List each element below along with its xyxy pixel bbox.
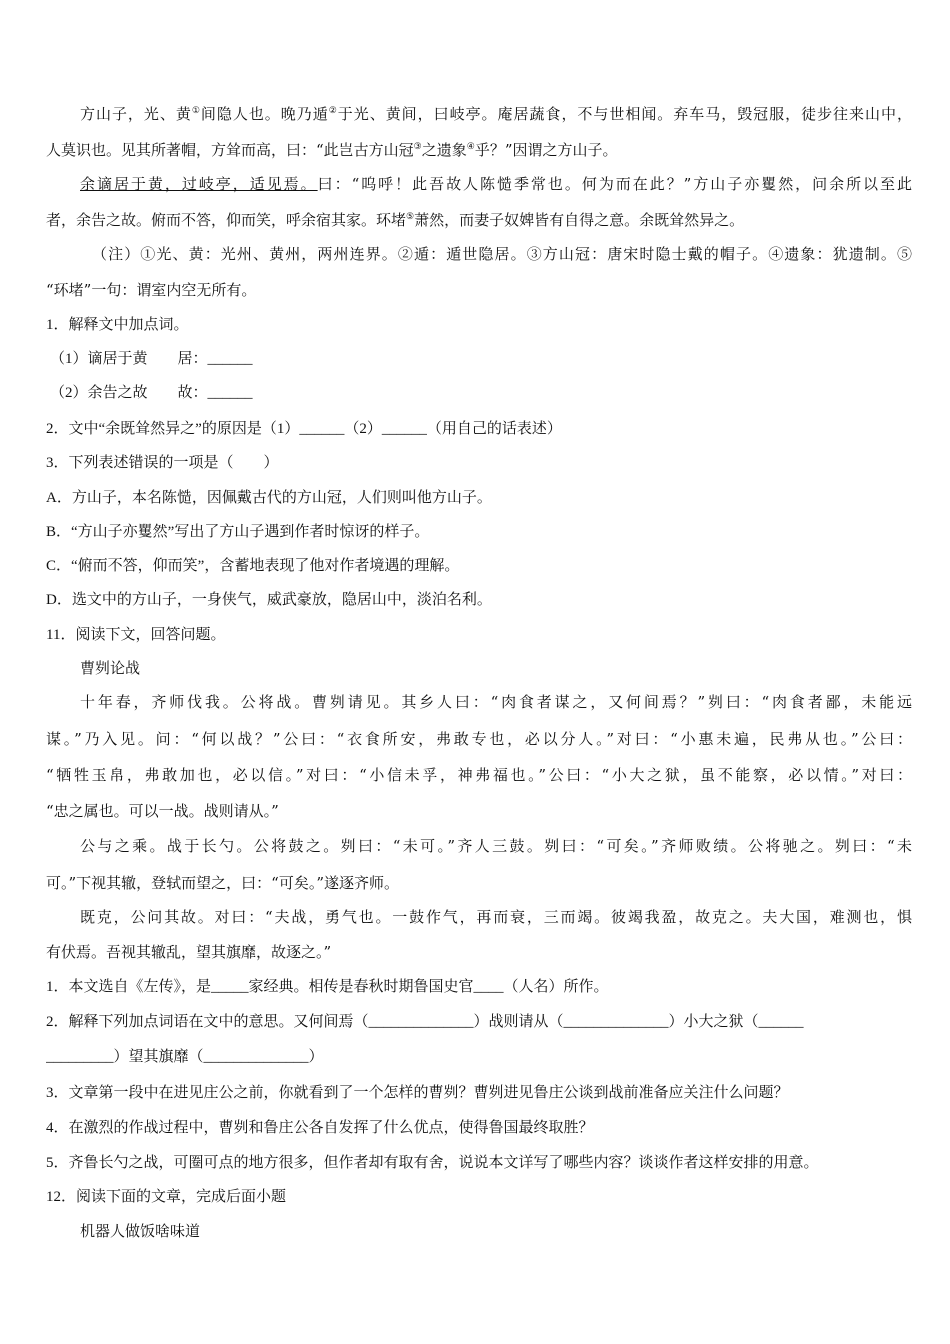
passage-line: “牺牲玉帛，弗敢加也，必以信。”对曰：“小信未孚，神弗福也。”公曰：“小大之狱，虽不能察，必以情。”对曰： xyxy=(46,766,912,784)
passage-line: 既克，公问其故。对曰：“夫战，勇气也。一鼓作气，再而衰，三而竭。彼竭我盈，故克之。夫大国，难测也，惧 xyxy=(80,908,912,926)
underlined-sentence: 余谪居于黄，过岐亭，适见焉。 xyxy=(80,175,318,193)
question-heading: 12．阅读下面的文章，完成后面小题 xyxy=(46,1189,287,1205)
option-b: B．“方山子亦矍然”写出了方山子遇到作者时惊讶的样子。 xyxy=(46,524,430,540)
question-item: （1）谪居于黄 居：______ xyxy=(50,351,253,367)
question: 5．齐鲁长勺之战，可圈可点的地方很多，但作者却有取有舍，说说本文详写了哪些内容？谈谈作者这样安排的用意。 xyxy=(46,1155,819,1171)
question: 1．解释文中加点词。 xyxy=(46,317,189,333)
passage-line: 公与之乘。战于长勺。公将鼓之。刿曰：“未可。”齐人三鼓。刿曰：“可矣。”齐师败绩。公将驰之。刿曰：“未 xyxy=(80,837,912,855)
option-a: A．方山子，本名陈慥，因佩戴古代的方山冠，人们则叫他方山子。 xyxy=(46,490,492,506)
question: 2．解释下列加点词语在文中的意思。又何间焉（______________）战则请从（______________）小大之狱（______ xyxy=(46,1014,804,1030)
text-span: 之遗象 xyxy=(421,141,467,159)
question: 3．文章第一段中在进见庄公之前，你就看到了一个怎样的曹刿？曹刿进见鲁庄公谈到战前准备应关注什么问题？ xyxy=(46,1085,789,1101)
passage-line: 可。”下视其辙，登轼而望之，曰：“可矣。”遂逐齐师。 xyxy=(46,874,400,892)
note-line: “环堵”一句：谓室内空无所有。 xyxy=(46,281,257,299)
text-span: 间隐人也。晚乃遁 xyxy=(200,105,329,123)
passage-line xyxy=(46,210,912,230)
text-span: 方山子，光、黄 xyxy=(80,105,192,123)
footnote-mark: ① xyxy=(191,106,201,116)
question: _________）望其旗靡（______________） xyxy=(46,1049,324,1065)
footnote-mark: ③ xyxy=(413,142,422,152)
text-span: 乎？”因谓之方山子。 xyxy=(474,141,618,159)
question-item: （2）余告之故 故：______ xyxy=(50,385,253,401)
text-span: 曰：“呜呼！此吾故人陈慥季常也。何为而在此？”方山子亦矍然，问余所以至此 xyxy=(317,175,912,193)
option-d: D．选文中的方山子，一身侠气，威武豪放，隐居山中，淡泊名利。 xyxy=(46,592,492,608)
footnote-mark: ④ xyxy=(466,142,475,152)
question: 1．本文选自《左传》，是_____家经典。相传是春秋时期鲁国史官____（人名）所作。 xyxy=(46,979,609,995)
passage-line: 谋。”乃入见。问：“何以战？”公曰：“衣食所安，弗敢专也，必以分人。”对曰：“小惠未遍，民弗从也。”公曰： xyxy=(46,730,912,748)
passage-line: 有伏焉。吾视其辙乱，望其旗靡，故逐之。” xyxy=(46,943,332,961)
text-span: 人莫识也。见其所著帽，方耸而高，曰：“此岂古方山冠 xyxy=(46,141,414,159)
question: 2．文中“余既耸然异之”的原因是（1）______（2）______（用自己的话表述） xyxy=(46,421,562,437)
footnote-mark: ② xyxy=(328,106,338,116)
passage-line: 十年春，齐师伐我。公将战。曹刿请见。其乡人曰：“肉食者谋之，又何间焉？”刿曰：“肉食者鄙，未能远 xyxy=(80,693,912,711)
option-c: C．“俯而不答，仰而笑”，含蓄地表现了他对作者境遇的理解。 xyxy=(46,558,460,574)
text-span: 萧然，而妻子奴婢皆有自得之意。余既耸然异之。 xyxy=(414,211,745,229)
question-heading: 11．阅读下文，回答问题。 xyxy=(46,627,226,643)
footnote-mark: ⑤ xyxy=(406,212,415,222)
note-line: （注）①光、黄：光州、黄州，两州连界。②遁：遁世隐居。③方山冠：唐宋时隐士戴的帽子。④遗象：犹遗制。⑤ xyxy=(92,245,912,263)
question: 3．下列表述错误的一项是（ ） xyxy=(46,455,279,471)
passage-line xyxy=(46,140,912,160)
passage-line xyxy=(80,174,912,194)
passage-title: 机器人做饭啥味道 xyxy=(80,1222,201,1240)
passage-title: 曹刿论战 xyxy=(80,659,141,677)
passage-line xyxy=(80,104,912,124)
passage-line: “忠之属也。可以一战。战则请从。” xyxy=(46,802,279,820)
text-span: 于光、黄间，曰岐亭。庵居蔬食，不与世相闻。弃车马，毁冠服，徒步往来山中， xyxy=(337,105,912,123)
question: 4．在激烈的作战过程中，曹刿和鲁庄公各自发挥了什么优点，使得鲁国最终取胜？ xyxy=(46,1120,594,1136)
text-span: 者，余告之故。俯而不答，仰而笑，呼余宿其家。环堵 xyxy=(46,211,407,229)
